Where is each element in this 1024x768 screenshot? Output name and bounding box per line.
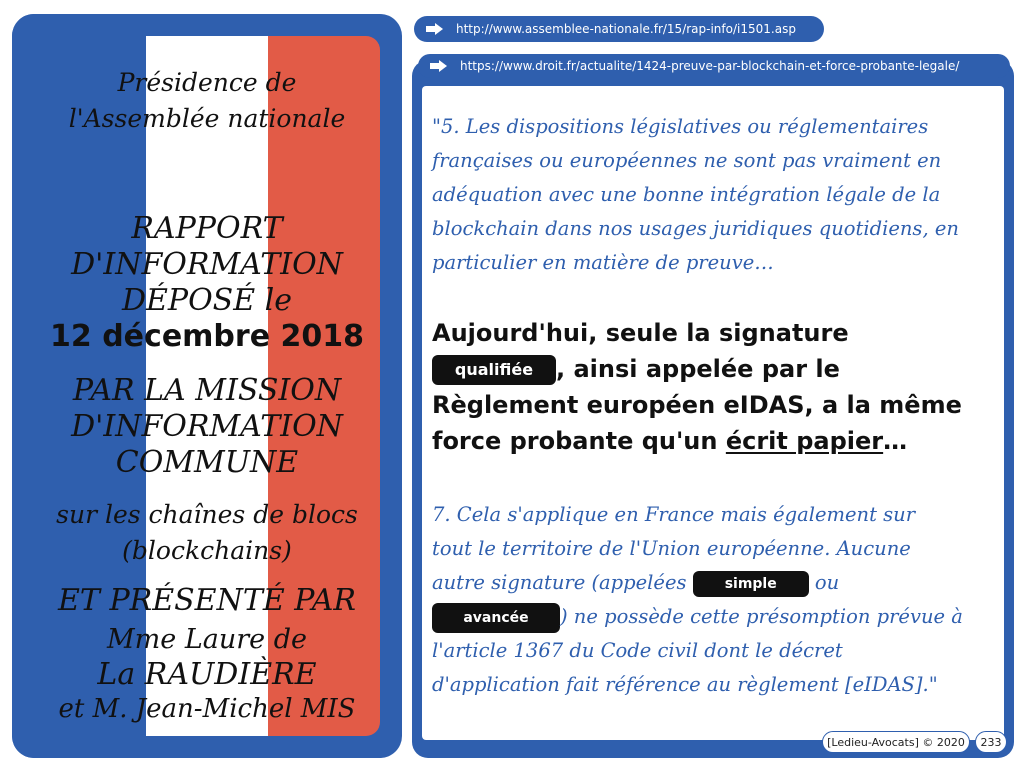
quote7-text: ou xyxy=(808,571,840,594)
quote5-line: particulier en matière de preuve… xyxy=(432,251,774,274)
quote5-line: françaises ou européennes ne sont pas vraiment en xyxy=(432,149,942,172)
mission-line3: COMMUNE xyxy=(115,445,299,480)
subject-line2: (blockchains) xyxy=(122,536,292,565)
qualifiee-pill: qualifiée xyxy=(432,355,556,385)
presente-line3: La RAUDIÈRE xyxy=(97,657,317,692)
bold-line-text: force probante qu'un xyxy=(432,427,726,455)
source-link-droit[interactable] xyxy=(418,54,1010,78)
rapport-line2: D'INFORMATION xyxy=(71,247,343,282)
simple-pill: simple xyxy=(693,571,809,597)
quote7-line: d'application fait référence au règlement [eIDAS]." xyxy=(432,673,938,696)
bold-line: Aujourd'hui, seule la signature xyxy=(432,319,849,347)
source-link-text: http://www.assemblee-nationale.fr/15/rap-info/i1501.asp xyxy=(456,22,796,36)
mission-line1: PAR LA MISSION xyxy=(72,373,342,408)
bold-line xyxy=(432,424,907,459)
page-number-badge: 233 xyxy=(975,731,1007,753)
quote5-line: "5. Les dispositions législatives ou réglementaires xyxy=(432,115,929,138)
mission-line2: D'INFORMATION xyxy=(71,409,343,444)
source-link-text: https://www.droit.fr/actualite/1424-preuve-par-blockchain-et-force-probante-legale/ xyxy=(460,59,960,73)
presidence-line2: l'Assemblée nationale xyxy=(68,104,346,133)
presidence-line1: Présidence de xyxy=(117,68,297,97)
bold-line: Règlement européen eIDAS, a la même xyxy=(432,391,962,419)
report-title-block xyxy=(12,14,402,758)
bold-line xyxy=(432,352,840,387)
avancee-pill: avancée xyxy=(432,603,560,633)
quote7-line xyxy=(432,566,839,600)
quote7-line xyxy=(432,600,963,634)
arrow-right-icon xyxy=(426,23,444,35)
quote7-text: ) ne possède cette présomption prévue à xyxy=(560,605,963,628)
subject-line1: sur les chaînes de blocs xyxy=(56,500,358,529)
rapport-line1: RAPPORT xyxy=(131,211,283,246)
quote7-line: 7. Cela s'applique en France mais également sur xyxy=(432,503,916,526)
quote7-text: autre signature (appelées xyxy=(432,571,693,594)
quote5-line: adéquation avec une bonne intégration légale de la xyxy=(432,183,941,206)
presente-line2: Mme Laure de xyxy=(107,624,307,655)
ecrit-papier-underlined: écrit papier xyxy=(725,427,884,455)
quote5-line: blockchain dans nos usages juridiques quotidiens, en xyxy=(432,217,959,240)
copyright-badge: [Ledieu-Avocats] © 2020 xyxy=(822,731,970,753)
arrow-right-icon xyxy=(430,60,448,72)
quote7-line: tout le territoire de l'Union européenne. Aucune xyxy=(432,537,911,560)
bold-line-text: , ainsi appelée par le xyxy=(556,355,840,383)
rapport-line3: DÉPOSÉ le xyxy=(121,283,293,318)
quote7-line: l'article 1367 du Code civil dont le décret xyxy=(432,639,843,662)
flag-panel xyxy=(12,14,402,758)
presente-line1: ET PRÉSENTÉ PAR xyxy=(58,583,356,618)
source-link-assemblee[interactable] xyxy=(414,16,824,42)
bold-line-text: … xyxy=(883,427,908,455)
presente-line4: et M. Jean-Michel MIS xyxy=(58,694,356,724)
report-date: 12 décembre 2018 xyxy=(50,319,364,354)
